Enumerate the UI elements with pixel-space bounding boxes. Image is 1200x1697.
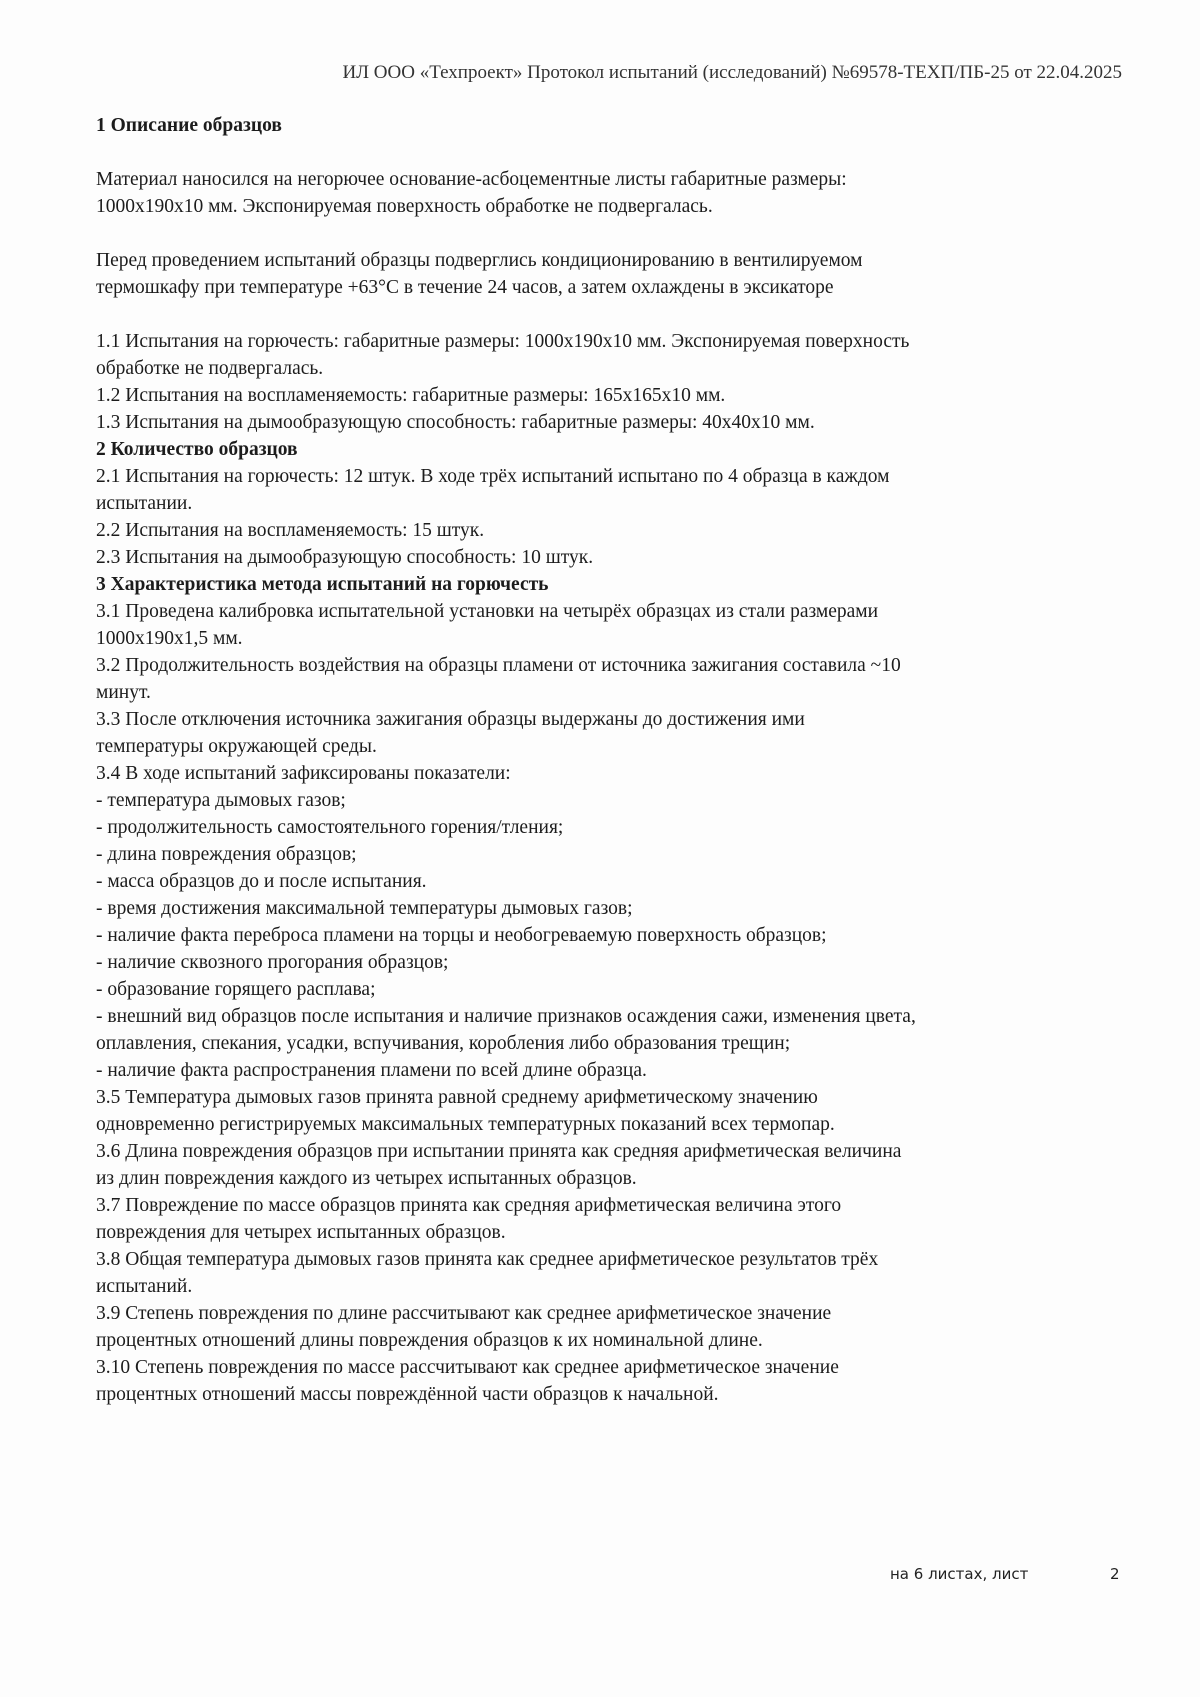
text-line: 3.5 Температура дымовых газов принята равной среднему арифметическому значению [96,1087,818,1108]
page-number: 2 [1110,1565,1120,1583]
text-line: из длин повреждения каждого из четырех испытанных образцов. [96,1168,637,1189]
text-line: процентных отношений массы повреждённой части образцов к начальной. [96,1384,719,1405]
list-item: - продолжительность самостоятельного горения/тления; [96,817,564,838]
text-line: 2.3 Испытания на дымообразующую способность: 10 штук. [96,547,594,568]
text-line: испытании. [96,493,193,514]
text-line: 2.1 Испытания на горючесть: 12 штук. В ходе трёх испытаний испытано по 4 образца в каждом [96,466,890,487]
text-line: температуры окружающей среды. [96,736,377,757]
text-line: процентных отношений длины повреждения образцов к их номинальной длине. [96,1330,763,1351]
document-body [96,112,1136,1408]
text-line: одновременно регистрируемых максимальных температурных показаний всех термопар. [96,1114,835,1135]
text-line: испытаний. [96,1276,193,1297]
list-item: - длина повреждения образцов; [96,844,357,865]
text-line: 1000х190х10 мм. Экспонируемая поверхность обработке не подвергалась. [96,196,713,217]
text-line: минут. [96,682,151,703]
text-line: 3.6 Длина повреждения образцов при испытании принята как средняя арифметическая величина [96,1141,902,1162]
text-line: 3.3 После отключения источника зажигания образцы выдержаны до достижения ими [96,709,805,730]
text-line: 1.1 Испытания на горючесть: габаритные размеры: 1000х190х10 мм. Экспонируемая поверхность [96,331,910,352]
text-line: 2.2 Испытания на воспламеняемость: 15 штук. [96,520,485,541]
list-item: оплавления, спекания, усадки, вспучивания, коробления либо образования трещин; [96,1033,791,1054]
text-line: 3.4 В ходе испытаний зафиксированы показатели: [96,763,511,784]
list-item: - наличие факта переброса пламени на торцы и необогреваемую поверхность образцов; [96,925,827,946]
list-item: - образование горящего расплава; [96,979,376,1000]
text-line: 1.3 Испытания на дымообразующую способность: габаритные размеры: 40х40х10 мм. [96,412,815,433]
text-line: 3.1 Проведена калибровка испытательной установки на четырёх образцах из стали размерами [96,601,879,622]
text-line: повреждения для четырех испытанных образцов. [96,1222,506,1243]
section-1-title: 1 Описание образцов [96,115,282,136]
text-line: Материал наносился на негорючее основание-асбоцементные листы габаритные размеры: [96,169,847,190]
list-item: - наличие сквозного прогорания образцов; [96,952,449,973]
text-line: 3.10 Степень повреждения по массе рассчитывают как среднее арифметическое значение [96,1357,839,1378]
section-2-title: 2 Количество образцов [96,439,298,460]
document-header: ИЛ ООО «Техпроект» Протокол испытаний (исследований) №69578-ТЕХП/ПБ-25 от 22.04.2025 [342,62,1122,83]
list-item: - наличие факта распространения пламени по всей длине образца. [96,1060,647,1081]
text-line: 3.8 Общая температура дымовых газов принята как среднее арифметическое результатов трёх [96,1249,879,1270]
list-item: - температура дымовых газов; [96,790,346,811]
list-item: - масса образцов до и после испытания. [96,871,427,892]
text-line: термошкафу при температуре +63°С в течение 24 часов, а затем охлаждены в эксикаторе [96,277,834,298]
section-3-title: 3 Характеристика метода испытаний на горючесть [96,574,549,595]
text-line: 3.7 Повреждение по массе образцов принята как средняя арифметическая величина этого [96,1195,842,1216]
text-line: 3.9 Степень повреждения по длине рассчитывают как среднее арифметическое значение [96,1303,832,1324]
text-line: 1000х190х1,5 мм. [96,628,243,649]
text-line: обработке не подвергалась. [96,358,324,379]
list-item: - внешний вид образцов после испытания и наличие признаков осаждения сажи, изменения цвета, [96,1006,916,1027]
text-line: 1.2 Испытания на воспламеняемость: габаритные размеры: 165х165х10 мм. [96,385,726,406]
page-count-label: на 6 листах, лист [890,1565,1029,1583]
text-line: 3.2 Продолжительность воздействия на образцы пламени от источника зажигания составила ~10 [96,655,901,676]
list-item: - время достижения максимальной температуры дымовых газов; [96,898,633,919]
text-line: Перед проведением испытаний образцы подверглись кондиционированию в вентилируемом [96,250,863,271]
